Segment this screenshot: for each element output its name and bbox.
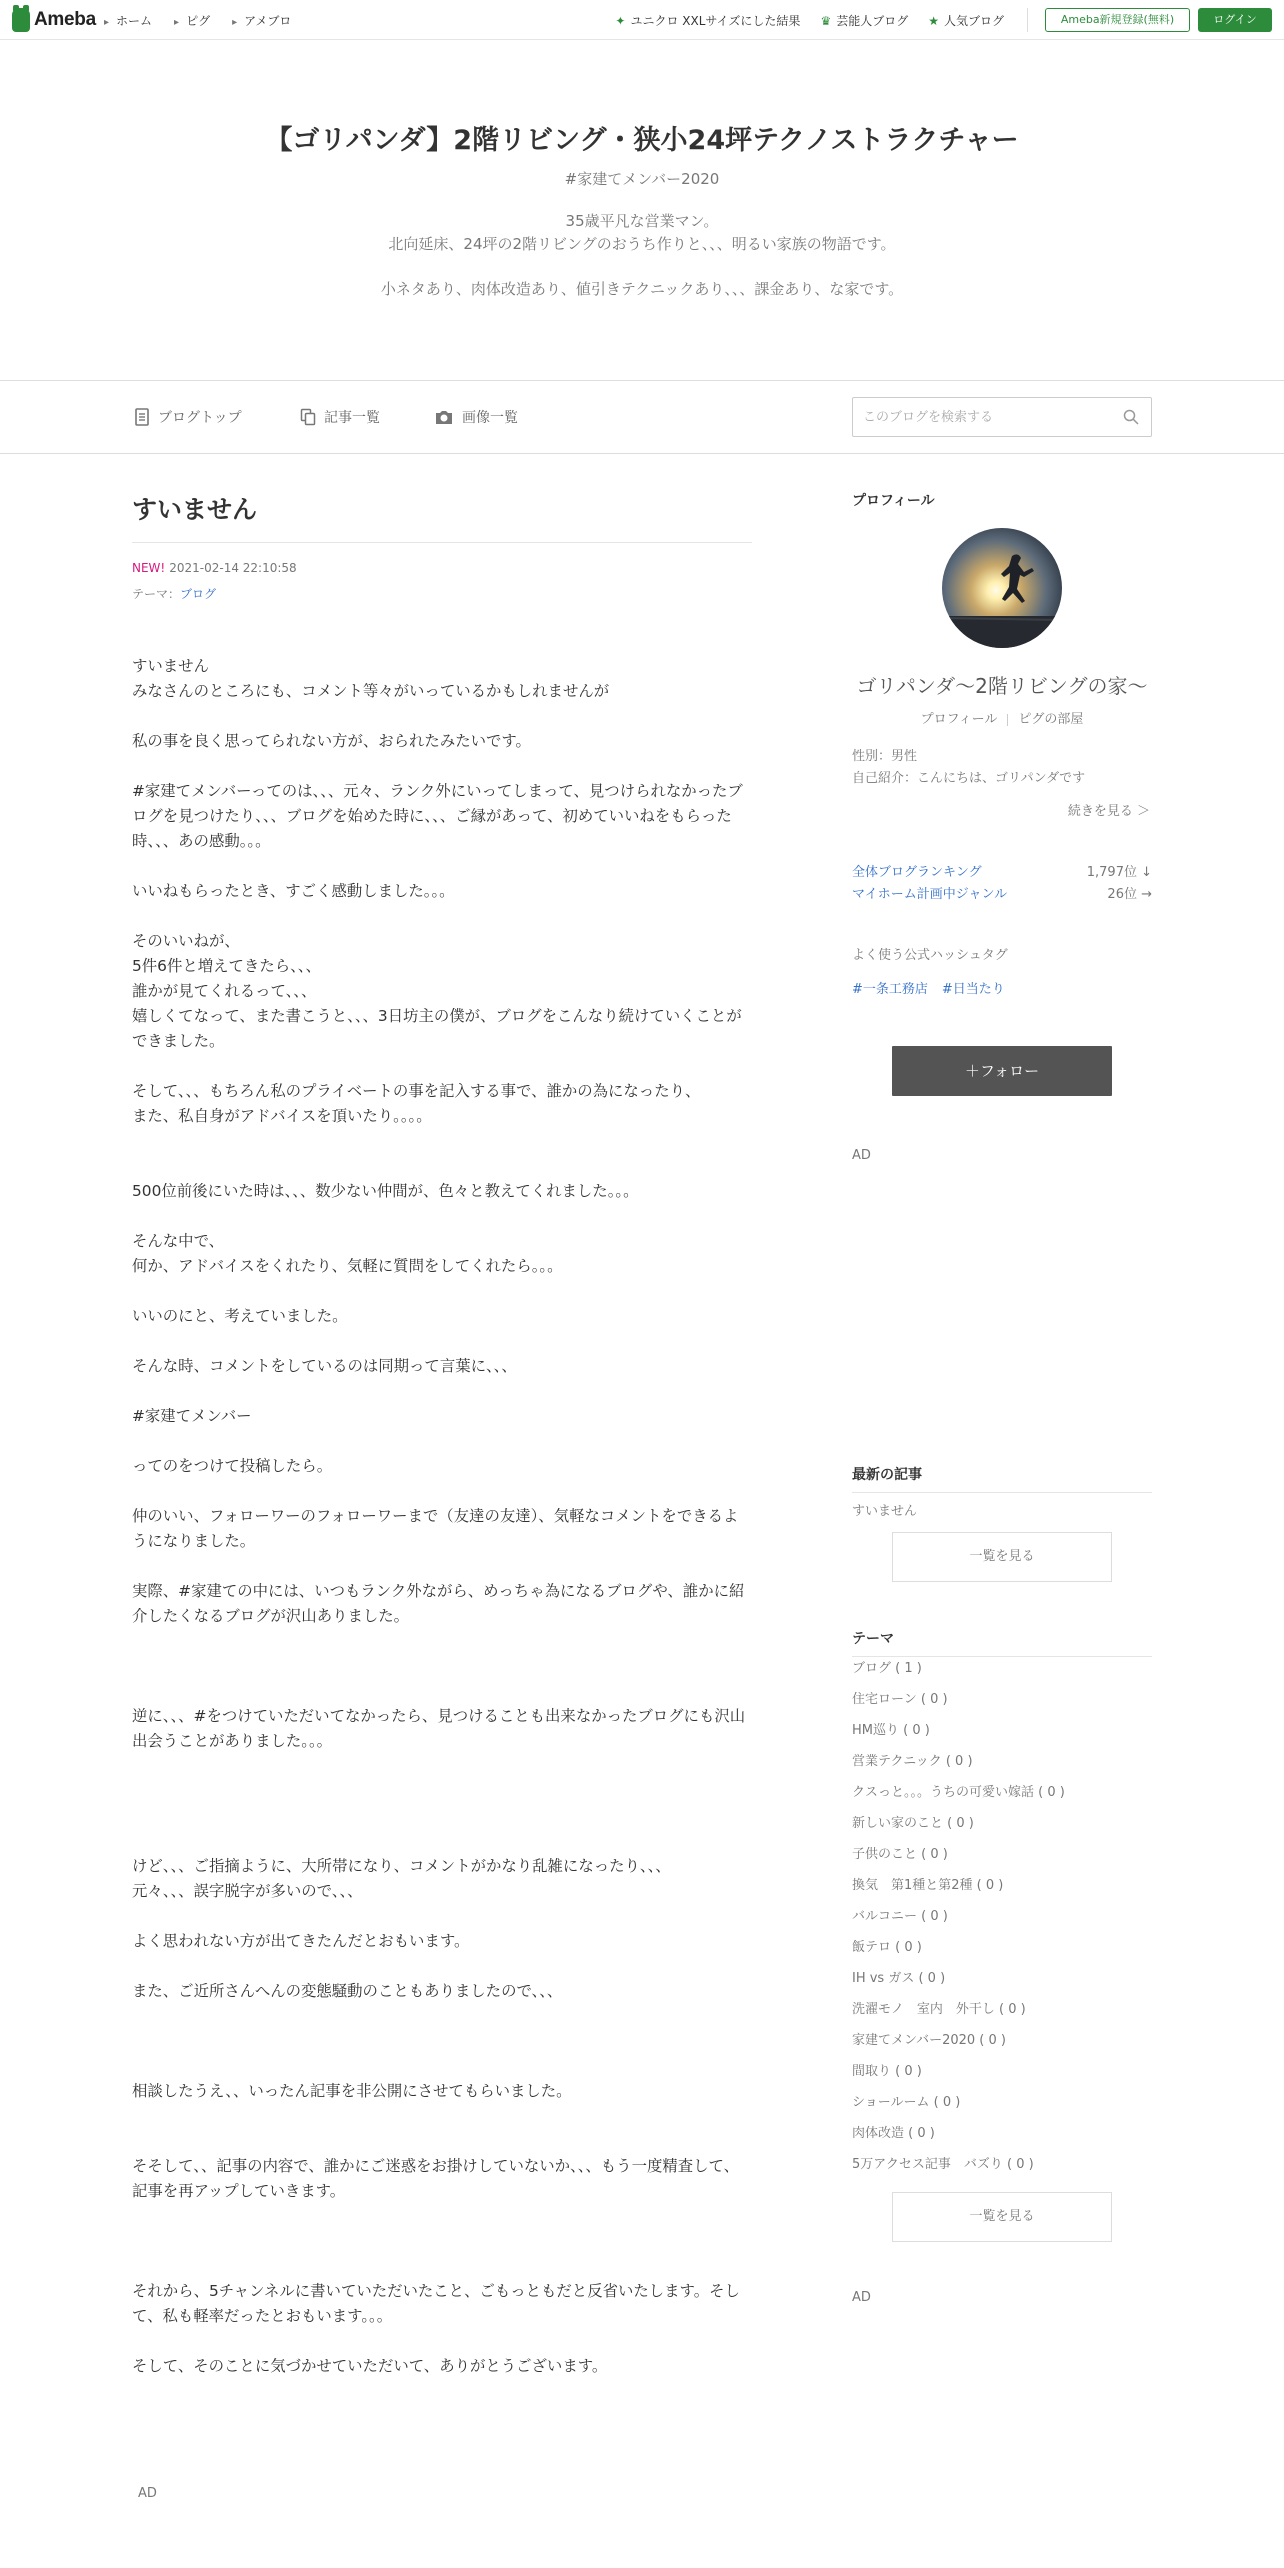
search-icon[interactable] — [1123, 409, 1139, 425]
latest-list-button[interactable]: 一覧を見る — [892, 1532, 1112, 1582]
divider — [1007, 714, 1008, 726]
hashtag-link[interactable]: #一条工務店 — [852, 982, 928, 997]
ranking-label[interactable]: マイホーム計画中ジャンル — [852, 887, 1008, 902]
hashtag-link[interactable]: #日当たり — [941, 982, 1005, 997]
theme-item[interactable]: 5万アクセス記事 バズり ( 0 ) — [852, 2157, 1034, 2172]
ranking-value: 1,797位 ↓ — [1086, 865, 1152, 880]
nav-label: 画像一覧 — [462, 410, 518, 426]
theme-item[interactable]: 営業テクニック ( 0 ) — [852, 1754, 973, 1769]
ad-label: AD — [138, 2486, 157, 2501]
header-link-label: 人気ブログ — [943, 14, 1004, 28]
theme-item[interactable]: ショールーム ( 0 ) — [852, 2095, 961, 2110]
profile-intro: 自己紹介：こんにちは、ゴリパンダです — [852, 771, 1086, 786]
ranking — [852, 862, 1152, 906]
article-datetime: 2021-02-14 22:10:58 — [169, 561, 297, 575]
blog-description-line: 小ネタあり、肉体改造あり、値引きテクニックあり、、、課金あり、な家です。 — [380, 280, 904, 298]
follow-button[interactable]: ＋フォロー — [892, 1046, 1112, 1096]
read-more-link[interactable]: 続きを見る ＞ — [1067, 804, 1150, 819]
theme-item[interactable]: 住宅ローン ( 0 ) — [852, 1692, 948, 1707]
copy-icon — [300, 408, 316, 426]
header-link-label: 芸能人ブログ — [836, 14, 909, 28]
ranking-value: 26位 → — [1107, 887, 1152, 902]
global-nav — [104, 12, 291, 29]
theme-item[interactable]: HM巡り ( 0 ) — [852, 1723, 930, 1738]
nav-home[interactable]: ▸ ホーム — [104, 12, 152, 29]
header-link-label: ユニクロ XXLサイズにした結果 — [630, 14, 801, 28]
article-meta — [132, 561, 752, 575]
profile-gender: 性別：男性 — [852, 749, 918, 764]
theme-item[interactable]: 新しい家のこと ( 0 ) — [852, 1816, 974, 1831]
nav-ameblo[interactable]: ▸ アメブロ — [232, 12, 291, 29]
ranking-row — [852, 862, 1152, 884]
theme-list — [852, 1658, 1152, 2185]
theme-item[interactable]: IH vs ガス ( 0 ) — [852, 1971, 946, 1986]
hashtag-list — [852, 978, 1005, 997]
crown-icon: ♛ — [820, 13, 832, 28]
star-icon: ★ — [928, 13, 939, 28]
latest-title: 最新の記事 — [852, 1464, 1152, 1493]
blog-header — [0, 40, 1284, 380]
nav-image-list[interactable] — [434, 407, 518, 427]
theme-title: テーマ — [852, 1628, 1152, 1657]
header-link-uniqlo[interactable] — [615, 12, 800, 29]
theme-item[interactable]: 飯テロ ( 0 ) — [852, 1940, 922, 1955]
nav-label: 記事一覧 — [324, 410, 380, 426]
theme-item[interactable]: 家建てメンバー2020 ( 0 ) — [852, 2033, 1006, 2048]
theme-item[interactable]: 換気 第1種と第2種 ( 0 ) — [852, 1878, 1004, 1893]
nav-pig[interactable]: ▸ ピグ — [174, 12, 210, 29]
theme-item[interactable]: ブログ ( 1 ) — [852, 1661, 922, 1676]
blog-description-line: 北向延床、24坪の2階リビングのおうち作りと、、、明るい家族の物語です。 — [388, 235, 896, 253]
ad-label: AD — [852, 2290, 871, 2305]
sparkle-icon: ✦ — [615, 13, 626, 28]
theme-prefix: テーマ： — [132, 587, 181, 601]
new-badge: NEW! — [132, 561, 166, 575]
logo-text: Ameba — [34, 9, 96, 30]
article-title[interactable]: すいません — [132, 490, 752, 543]
avatar-photo — [942, 528, 1062, 648]
blog-search-input[interactable] — [853, 398, 1113, 436]
blog-nav — [0, 380, 1284, 454]
camera-icon — [434, 408, 454, 426]
ad-label: AD — [852, 1148, 871, 1163]
profile-name[interactable]: ゴリパンダ〜2階リビングの家〜 — [856, 674, 1148, 698]
ranking-row — [852, 884, 1152, 906]
blog-search — [852, 397, 1152, 437]
pig-room-link[interactable]: ピグの部屋 — [1018, 712, 1084, 727]
divider — [1027, 8, 1028, 32]
article-theme — [132, 585, 752, 602]
header-links — [615, 12, 1004, 29]
theme-link[interactable]: ブログ — [180, 587, 217, 601]
blog-subtitle: #家建てメンバー2020 — [564, 170, 720, 188]
theme-item[interactable]: 間取り ( 0 ) — [852, 2064, 922, 2079]
nav-blog-top[interactable] — [134, 407, 242, 427]
blog-description-line: 35歳平凡な営業マン。 — [565, 212, 719, 230]
ameba-logo-icon — [12, 8, 30, 32]
blog-description — [0, 210, 1284, 256]
ameba-logo[interactable] — [12, 7, 96, 33]
profile-info — [852, 746, 1085, 790]
profile-title: プロフィール — [852, 493, 935, 509]
nav-label: ブログトップ — [158, 410, 242, 426]
theme-list-button[interactable]: 一覧を見る — [892, 2192, 1112, 2242]
avatar[interactable] — [942, 528, 1062, 648]
header-link-celebrity[interactable] — [820, 12, 908, 29]
blog-title[interactable]: 【ゴリパンダ】2階リビング・狭小24坪テクノストラクチャー — [265, 125, 1019, 156]
theme-item[interactable]: 肉体改造 ( 0 ) — [852, 2126, 935, 2141]
article-body: すいません みなさんのところにも、コメント等々がいっているかもしれませんが 私の事を良く思ってられない方が、おられたみたいです。 #家建てメンバーってのは、、、元々、ランク外にいってしまって、見つけられなかったブログを見つけたり、、、ブログを始めた時に、、、ご縁があって、初めていいねをもらった時、、、あの感動。。。 いいねもらったとき、すごく感動しました。。。 そのいいねが、 5件6件と増えてきたら、、、 誰かが見てくれるって、、、 嬉しくてなって、また書こうと、、、3日坊主の僕が、ブログをこんなり続けていくことができました。 そして、、、もちろん私のプライベートの事を記入する事で、誰かの為になったり、 また、私自身がアドバイスを頂いたり。。。。 500位前後にいた時は、、、数少ない仲間が、色々と教えてくれました。。。 そんな中で、 何か、アドバイスをくれたり、気軽に質問をしてくれたら。。。 いいのにと、考えていました。 そんな時、コメントをしているのは同期って言葉に、、、 #家建てメンバー ってのをつけて投稿したら。 仲のいい、フォローワーのフォローワーまで（友達の友達）、気軽なコメントをできるようになりました。 実際、#家建ての中には、いつもランク外ながら、めっちゃ為になるブログや、誰かに紹介したくなるブログが沢山ありました。 逆に、、、#をつけていただいてなかったら、見つけることも出来なかったブログにも沢山出会うことがありました。。。 けど、、、ご指摘ように、大所帯になり、コメントがかなり乱雑になったり、、、 元々、、、誤字脱字が多いので、、、 よく思われない方が出てきたんだとおもいます。 また、ご近所さんへんの変態騒動のこともありましたので、、、 相談したうえ、、いったん記事を非公開にさせてもらいました。 そそして、、記事の内容で、誰かにご迷惑をお掛けしていないか、、、もう一度精査して、記事を再アップしていきます。 それから、5チャンネルに書いていただいたこと、ごもっともだと反省いたします。そして、私も軽率だったとおもいます。。。 そして、そのことに気づかせていただいて、ありがとうございます。 — [132, 657, 746, 2375]
ranking-label[interactable]: 全体ブログランキング — [852, 865, 982, 880]
theme-item[interactable]: バルコニー ( 0 ) — [852, 1909, 948, 1924]
hashtag-title: よく使う公式ハッシュタグ — [852, 948, 1008, 963]
login-button[interactable]: ログイン — [1198, 8, 1272, 32]
theme-item[interactable]: クスっと。。。うちの可愛い嫁話 ( 0 ) — [852, 1785, 1065, 1800]
nav-article-list[interactable] — [300, 407, 380, 427]
sidebar — [852, 490, 1152, 2305]
global-header — [0, 0, 1284, 40]
document-icon — [134, 408, 150, 426]
profile-links — [852, 708, 1152, 727]
theme-item[interactable]: 子供のこと ( 0 ) — [852, 1847, 948, 1862]
latest-article-link[interactable]: すいません — [852, 1504, 918, 1519]
theme-item[interactable]: 洗濯モノ 室内 外干し ( 0 ) — [852, 2002, 1026, 2017]
header-link-popular[interactable] — [928, 12, 1004, 29]
register-button[interactable]: Ameba新規登録(無料) — [1045, 8, 1190, 32]
profile-link[interactable]: プロフィール — [920, 712, 998, 727]
article — [132, 490, 752, 2379]
